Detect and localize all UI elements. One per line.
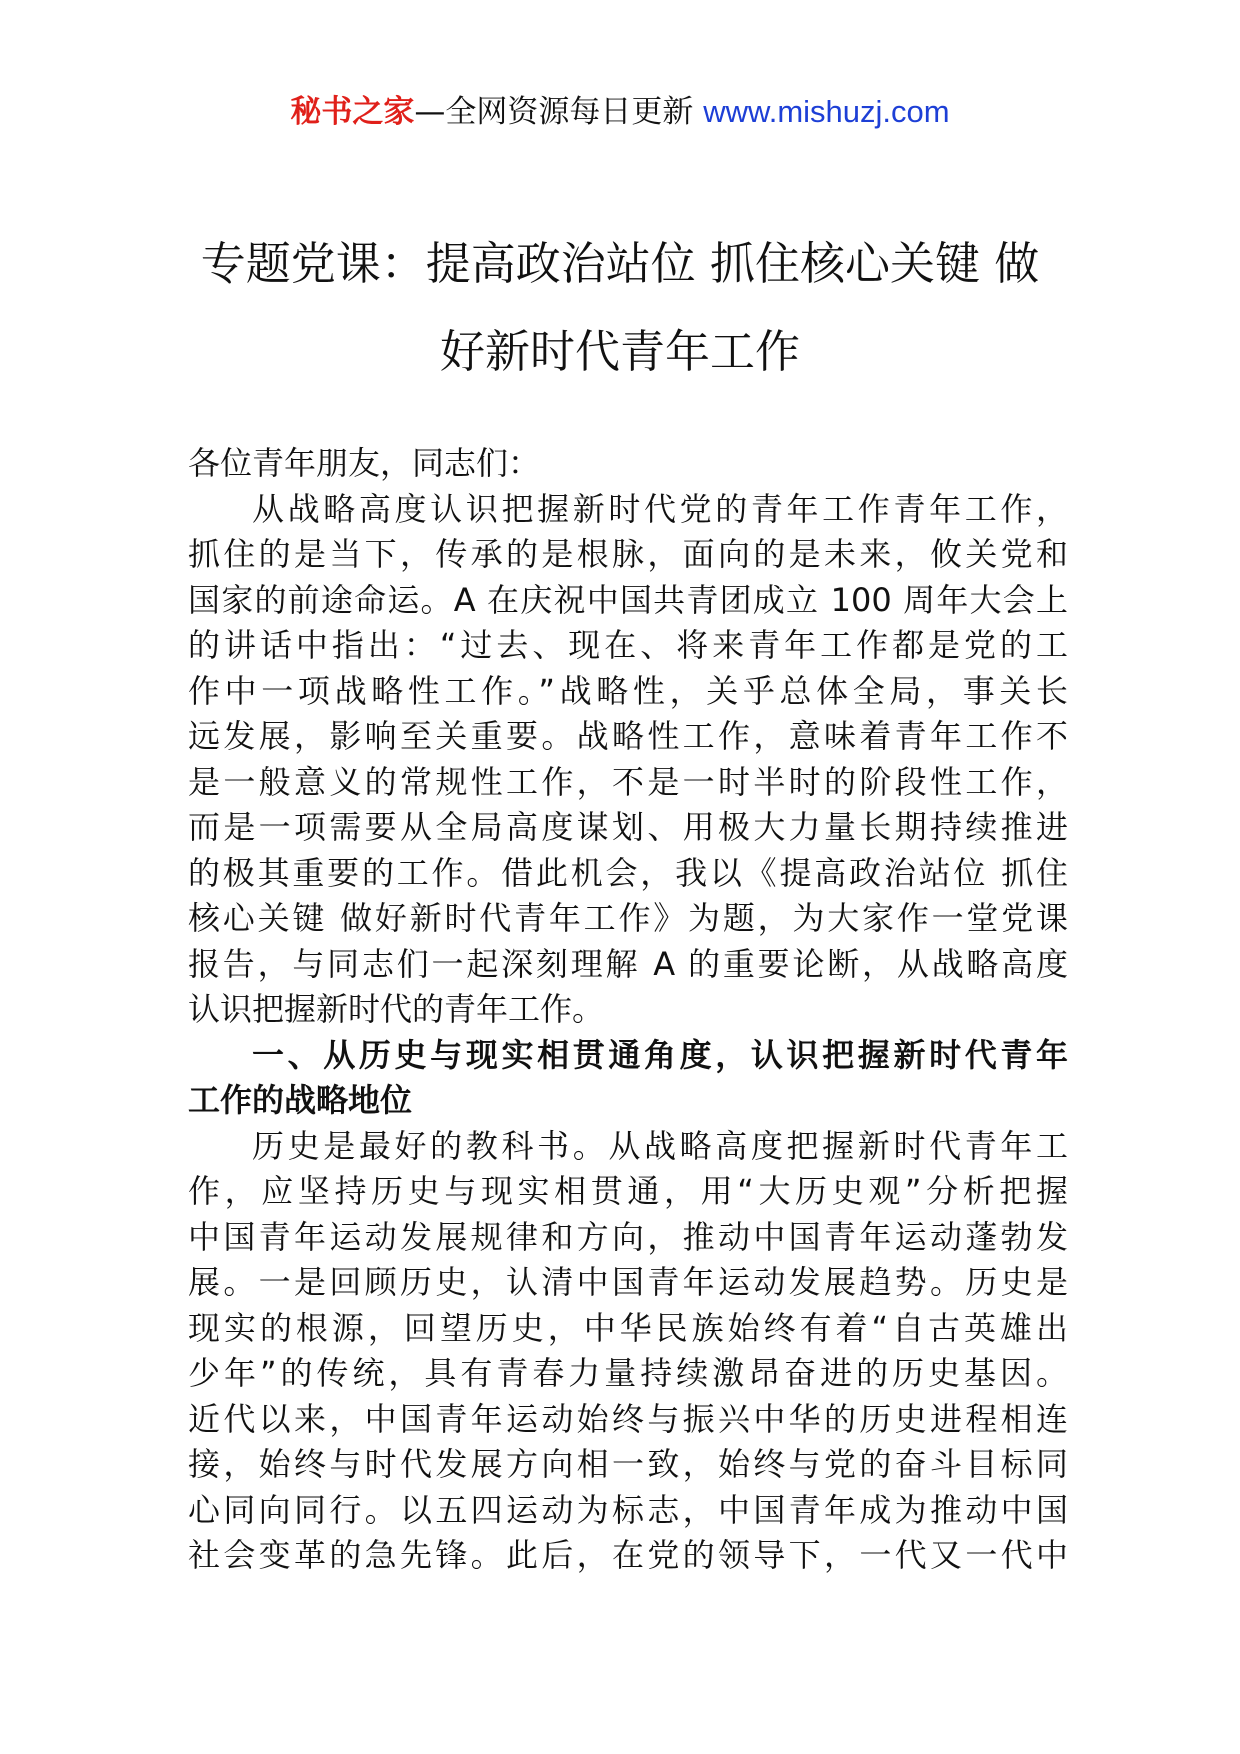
body-line: 抓住的是当下，传承的是根脉，面向的是未来，攸关党和 xyxy=(188,535,1068,573)
body-line: 中国青年运动发展规律和方向，推动中国青年运动蓬勃发 xyxy=(188,1217,1068,1256)
section-heading-line: 工作的战略地位 xyxy=(188,1081,413,1119)
body-line: 历史是最好的教科书。从战略高度把握新时代青年工 xyxy=(252,1126,1068,1165)
section-heading-line: 一、从历史与现实相贯通角度，认识把握新时代青年 xyxy=(252,1035,1068,1074)
salutation-line: 各位青年朋友，同志们： xyxy=(188,444,541,482)
body-line: 心同向同行。以五四运动为标志，中国青年成为推动中国 xyxy=(188,1490,1068,1529)
body-line: 而是一项需要从全局高度谋划、用极大力量长期持续推进 xyxy=(188,808,1068,846)
body-line: 国家的前途命运。A 在庆祝中国共青团成立 100 周年大会上 xyxy=(188,580,1068,619)
body-line: 报告，与同志们一起深刻理解 A 的重要论断，从战略高度 xyxy=(188,944,1068,983)
site-url[interactable]: www.mishuzj.com xyxy=(703,94,950,129)
title-line: 好新时代青年工作 xyxy=(439,325,800,378)
document-title xyxy=(150,220,1090,396)
header-tagline: —全网资源每日更新 xyxy=(414,94,694,130)
body-line: 的极其重要的工作。借此机会，我以《提高政治站位 抓住 xyxy=(188,853,1068,892)
body-line: 认识把握新时代的青年工作。 xyxy=(188,990,605,1028)
body-line: 现实的根源，回望历史，中华民族始终有着“自古英雄出 xyxy=(188,1308,1068,1347)
body-line: 作，应坚持历史与现实相贯通，用“大历史观”分析把握 xyxy=(188,1172,1068,1210)
title-line: 专题党课：提高政治站位 抓住核心关键 做 xyxy=(200,237,1040,290)
body-line: 作中一项战略性工作。”战略性，关乎总体全局，事关长 xyxy=(188,671,1068,710)
document-body xyxy=(188,441,1068,1579)
body-line: 核心关键 做好新时代青年工作》为题，为大家作一堂党课 xyxy=(188,899,1068,937)
body-line: 社会变革的急先锋。此后，在党的领导下，一代又一代中 xyxy=(188,1536,1068,1574)
body-line: 远发展，影响至关重要。战略性工作，意味着青年工作不 xyxy=(188,717,1068,755)
body-line: 接，始终与时代发展方向相一致，始终与党的奋斗目标同 xyxy=(188,1445,1068,1483)
body-line: 是一般意义的常规性工作，不是一时半时的阶段性工作， xyxy=(188,762,1068,801)
body-line: 的讲话中指出：“过去、现在、将来青年工作都是党的工 xyxy=(188,626,1068,664)
body-line: 展。一是回顾历史，认清中国青年运动发展趋势。历史是 xyxy=(188,1263,1068,1301)
body-line: 少年”的传统，具有青春力量持续激昂奋进的历史基因。 xyxy=(188,1354,1068,1392)
body-line: 近代以来，中国青年运动始终与振兴中华的历史进程相连 xyxy=(188,1399,1068,1438)
body-line: 从战略高度认识把握新时代党的青年工作青年工作， xyxy=(252,489,1068,528)
site-header xyxy=(0,92,1240,132)
brand-name: 秘书之家 xyxy=(290,94,415,130)
